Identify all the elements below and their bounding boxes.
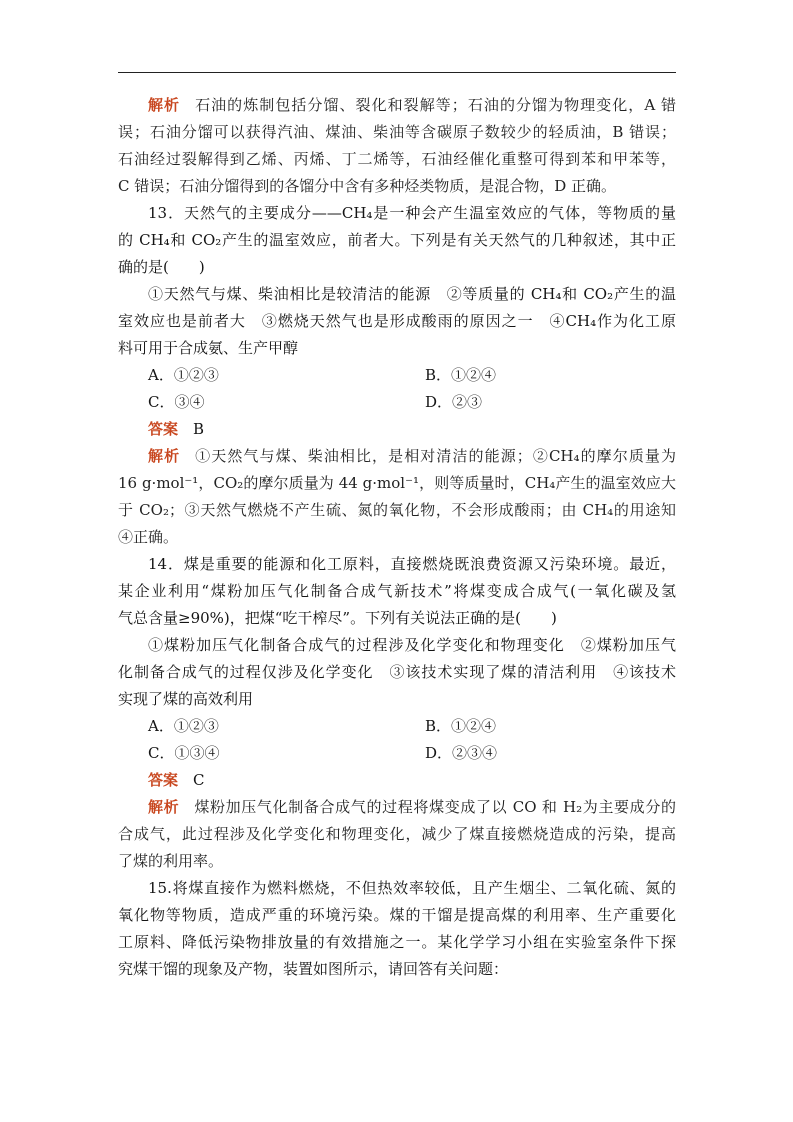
explanation-line: 误；石油分馏可以获得汽油、煤油、柴油等含碳原子数较少的轻质油，B 错误；	[118, 123, 676, 141]
option-b: B．①②④	[425, 717, 497, 735]
question-stem-line: 某企业利用“煤粉加压气化制备合成气新技术”将煤变成合成气(一氧化碳及氢	[118, 582, 676, 600]
option-c: C．③④	[148, 393, 205, 411]
question-stem-line: 气总含量≥90%)，把煤“吃干榨尽”。下列有关说法正确的是( )	[118, 609, 557, 627]
answer-label: 答案	[148, 771, 179, 789]
explanation-line: 解析 煤粉加压气化制备合成气的过程将煤变成了以 CO 和 H₂为主要成分的	[148, 798, 676, 816]
question-15	[118, 875, 676, 983]
question-14	[118, 551, 676, 875]
question-stem-line: 确的是( )	[118, 258, 205, 276]
explanation-line: 16 g·mol⁻¹，CO₂的摩尔质量为 44 g·mol⁻¹，则等质量时，CH₄产生的温室效应大	[118, 474, 676, 492]
explanation-line: 了煤的利用率。	[118, 852, 224, 870]
answer-label: 答案	[148, 420, 179, 438]
answer-value: C	[193, 771, 205, 789]
question-stem-line: 工原料、降低污染物排放量的有效措施之一。某化学学习小组在实验室条件下探	[118, 933, 676, 951]
header-rule	[118, 72, 676, 73]
explanation-line: 于 CO₂；③天然气燃烧不产生硫、氮的氧化物，不会形成酸雨；由 CH₄的用途知	[118, 501, 676, 519]
option-c: C．①③④	[148, 744, 220, 762]
explanation-line: 石油经过裂解得到乙烯、丙烯、丁二烯等，石油经催化重整可得到苯和甲苯等，	[118, 150, 676, 168]
statement-line: 室效应也是前者大 ③燃烧天然气也是形成酸雨的原因之一 ④CH₄作为化工原	[118, 312, 676, 330]
answer-line	[118, 767, 676, 794]
options-row	[118, 713, 676, 740]
option-a: A．①②③	[148, 717, 219, 735]
option-a: A．①②③	[148, 366, 219, 384]
option-d: D．②③④	[425, 744, 498, 762]
option-b: B．①②④	[425, 366, 497, 384]
answer-line	[118, 416, 676, 443]
answer-value: B	[193, 420, 205, 438]
explanation-label: 解析	[148, 96, 181, 114]
question-stem-line: 14．煤是重要的能源和化工原料，直接燃烧既浪费资源又污染环境。最近，	[148, 555, 676, 573]
statement-line: 料可用于合成氨、生产甲醇	[118, 339, 299, 357]
prev-explanation	[118, 92, 676, 200]
statement-line: ①煤粉加压气化制备合成气的过程涉及化学变化和物理变化 ②煤粉加压气	[148, 636, 676, 654]
explanation-line: ④正确。	[118, 528, 179, 546]
statement-line: 化制备合成气的过程仅涉及化学变化 ③该技术实现了煤的清洁利用 ④该技术	[118, 663, 676, 681]
statement-line: 实现了煤的高效利用	[118, 690, 254, 708]
page-content	[118, 92, 676, 983]
explanation-line: 解析 石油的炼制包括分馏、裂化和裂解等；石油的分馏为物理变化，A 错	[148, 96, 676, 114]
options-row	[118, 389, 676, 416]
options-row	[118, 362, 676, 389]
explanation-label: 解析	[148, 447, 181, 465]
explanation-line: C 错误；石油分馏得到的各馏分中含有多种烃类物质，是混合物，D 正确。	[118, 177, 617, 195]
explanation-line: 合成气，此过程涉及化学变化和物理变化，减少了煤直接燃烧造成的污染，提高	[118, 825, 676, 843]
question-stem-line: 氧化物等物质，造成严重的环境污染。煤的干馏是提高煤的利用率、生产重要化	[118, 906, 676, 924]
question-stem-line: 究煤干馏的现象及产物，装置如图所示，请回答有关问题：	[118, 960, 509, 978]
options-row	[118, 740, 676, 767]
explanation-label: 解析	[148, 798, 180, 816]
question-stem-line: 15.将煤直接作为燃料燃烧，不但热效率较低，且产生烟尘、二氧化硫、氮的	[148, 879, 676, 897]
statement-line: ①天然气与煤、柴油相比是较清洁的能源 ②等质量的 CH₄和 CO₂产生的温	[148, 285, 676, 303]
explanation-line: 解析 ①天然气与煤、柴油相比，是相对清洁的能源；②CH₄的摩尔质量为	[148, 447, 676, 465]
question-stem-line: 13．天然气的主要成分——CH₄是一种会产生温室效应的气体，等物质的量	[148, 204, 676, 222]
question-13	[118, 200, 676, 551]
question-stem-line: 的 CH₄和 CO₂产生的温室效应，前者大。下列是有关天然气的几种叙述，其中正	[118, 231, 676, 249]
option-d: D．②③	[425, 393, 483, 411]
